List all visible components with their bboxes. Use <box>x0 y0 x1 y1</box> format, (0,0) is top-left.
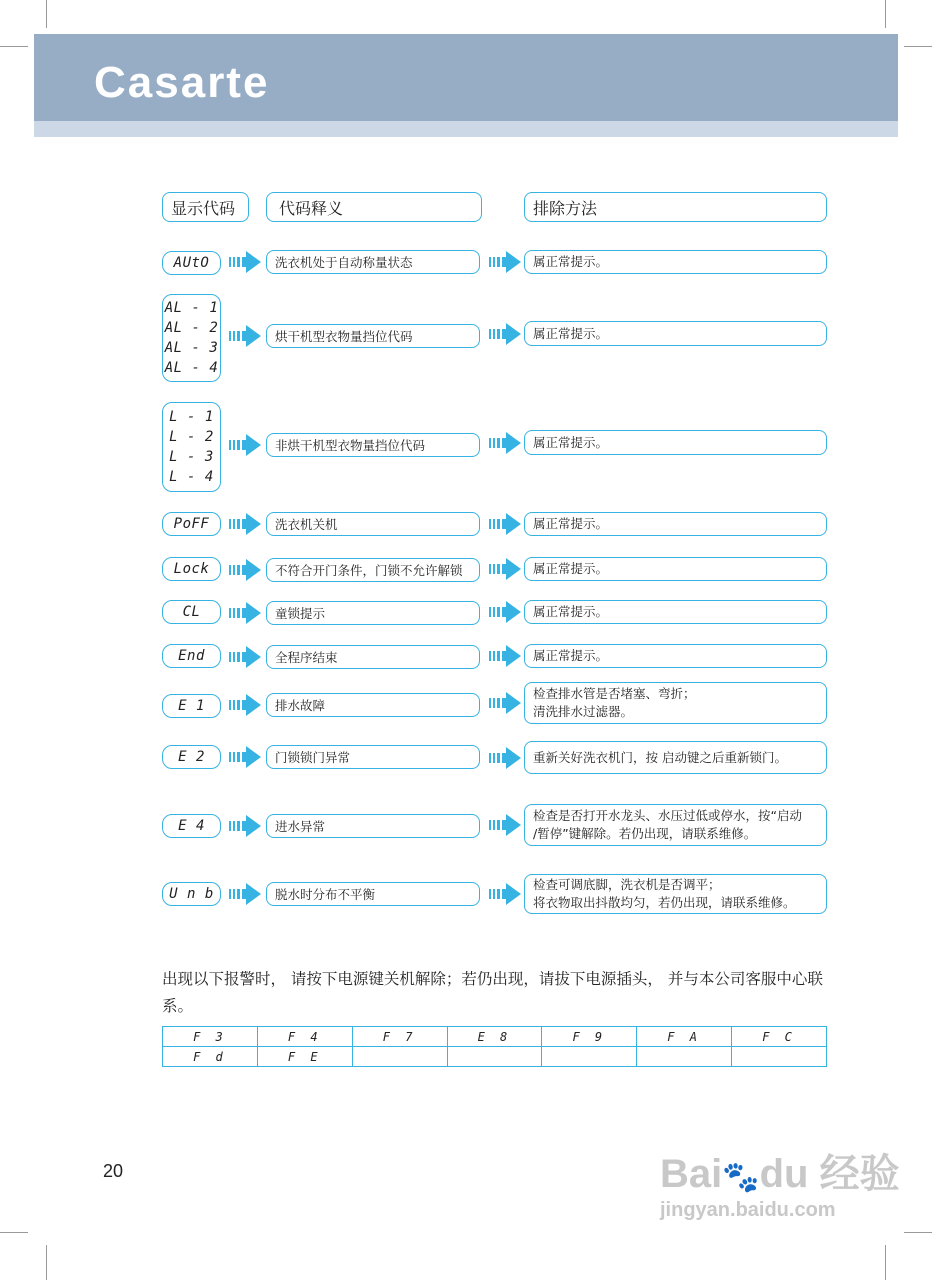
solution <box>524 682 827 724</box>
alarm-code-cell: F 7 <box>352 1027 447 1047</box>
code-meaning: 洗衣机关机 <box>266 512 480 536</box>
code-text: E 1 <box>178 698 205 714</box>
display-code <box>162 557 221 581</box>
alarm-code-cell <box>447 1047 542 1067</box>
crop-mark <box>46 1245 47 1280</box>
alarm-code-cell <box>732 1047 827 1067</box>
code-text: CL <box>182 604 201 620</box>
solution-line: 属正常提示。 <box>533 604 609 619</box>
arrow-right-icon <box>229 513 261 535</box>
arrow-right-icon <box>229 434 261 456</box>
crop-mark <box>904 1232 932 1233</box>
code-text: Lock <box>173 561 210 577</box>
arrow-right-icon <box>489 323 521 345</box>
display-code <box>162 745 221 769</box>
page-number: 20 <box>103 1161 124 1181</box>
code-text: E 2 <box>178 749 205 765</box>
alarm-code-table <box>162 1026 827 1067</box>
column-header-meaning: 代码释义 <box>266 192 482 222</box>
alarm-code-cell: E 8 <box>447 1027 542 1047</box>
alarm-code-cell: F E <box>257 1047 352 1067</box>
watermark-logo: Bai🐾du 经验 jingyan.baidu.com <box>660 1152 900 1221</box>
code-meaning: 排水故障 <box>266 693 480 717</box>
code-text: AUtO <box>173 255 210 271</box>
code-meaning: 脱水时分布不平衡 <box>266 882 480 906</box>
code-text: PoFF <box>173 516 210 532</box>
code-text: AL - 1 <box>164 300 219 316</box>
solution <box>524 644 827 668</box>
arrow-right-icon <box>229 746 261 768</box>
code-meaning: 全程序结束 <box>266 645 480 669</box>
solution-line: 属正常提示。 <box>533 516 609 531</box>
alarm-code-cell: F 9 <box>542 1027 637 1047</box>
solution-line: 属正常提示。 <box>533 254 609 269</box>
alarm-note: 出现以下报警时， 请按下电源键关机解除；若仍出现，请拔下电源插头， 并与本公司客服中心联系。 <box>162 970 823 1015</box>
display-code <box>162 600 221 624</box>
alarm-code-cell: F C <box>732 1027 827 1047</box>
arrow-right-icon <box>489 558 521 580</box>
crop-mark <box>885 0 886 28</box>
column-header-code: 显示代码 <box>162 192 249 222</box>
solution <box>524 804 827 846</box>
display-code <box>162 512 221 536</box>
display-code <box>162 644 221 668</box>
arrow-right-icon <box>229 602 261 624</box>
solution-line: 属正常提示。 <box>533 434 609 450</box>
solution-line: 属正常提示。 <box>533 325 609 341</box>
arrow-right-icon <box>489 883 521 905</box>
alarm-code-cell: F A <box>637 1027 732 1047</box>
header-stripe <box>34 121 898 137</box>
solution-line: 属正常提示。 <box>533 648 609 663</box>
arrow-right-icon <box>229 883 261 905</box>
code-meaning: 洗衣机处于自动称量状态 <box>266 250 480 274</box>
alarm-code-cell: F d <box>163 1047 258 1067</box>
solution-line: 清洗排水过滤器。 <box>533 704 634 719</box>
solution-line: 检查可调底脚，洗衣机是否调平； <box>533 877 721 892</box>
code-text: U n b <box>169 886 214 902</box>
arrow-right-icon <box>489 432 521 454</box>
arrow-right-icon <box>229 325 261 347</box>
column-header-solution: 排除方法 <box>524 192 827 222</box>
arrow-right-icon <box>229 251 261 273</box>
code-text: AL - 3 <box>164 340 219 356</box>
solution <box>524 321 827 346</box>
crop-mark <box>904 46 932 47</box>
code-meaning: 不符合开门条件，门锁不允许解锁 <box>266 558 480 582</box>
arrow-right-icon <box>489 747 521 769</box>
arrow-right-icon <box>229 646 261 668</box>
arrow-right-icon <box>229 694 261 716</box>
arrow-right-icon <box>489 251 521 273</box>
brand-logo: Casarte <box>94 58 270 107</box>
alarm-code-cell <box>637 1047 732 1067</box>
solution <box>524 250 827 274</box>
table-row <box>163 1047 827 1067</box>
code-text: L - 2 <box>169 429 214 445</box>
code-text: AL - 2 <box>164 320 219 336</box>
arrow-right-icon <box>229 815 261 837</box>
crop-mark <box>46 0 47 28</box>
arrow-right-icon <box>489 513 521 535</box>
arrow-right-icon <box>489 645 521 667</box>
solution <box>524 874 827 914</box>
alarm-code-cell <box>352 1047 447 1067</box>
solution-line: 重新关好洗衣机门，按 启动键之后重新锁门。 <box>533 749 787 765</box>
alarm-code-cell <box>542 1047 637 1067</box>
code-meaning: 烘干机型衣物量挡位代码 <box>266 324 480 348</box>
solution-line: 检查排水管是否堵塞、弯折； <box>533 686 696 701</box>
solution <box>524 741 827 774</box>
crop-mark <box>0 1232 28 1233</box>
arrow-right-icon <box>489 692 521 714</box>
solution <box>524 557 827 581</box>
solution <box>524 512 827 536</box>
code-meaning: 门锁锁门异常 <box>266 745 480 769</box>
arrow-right-icon <box>489 601 521 623</box>
display-code <box>162 251 221 275</box>
solution-line: 将衣物取出抖散均匀，若仍出现，请联系维修。 <box>533 895 796 910</box>
display-code <box>162 294 221 382</box>
crop-mark <box>0 46 28 47</box>
code-meaning: 非烘干机型衣物量挡位代码 <box>266 433 480 457</box>
display-code <box>162 882 221 906</box>
code-meaning: 童锁提示 <box>266 601 480 625</box>
solution <box>524 430 827 455</box>
code-text: L - 1 <box>169 409 214 425</box>
arrow-right-icon <box>229 559 261 581</box>
display-code <box>162 694 221 718</box>
solution-line: 检查是否打开水龙头、水压过低或停水，按“启动 <box>533 808 802 823</box>
solution-line: /暂停”键解除。若仍出现，请联系维修。 <box>533 826 757 841</box>
alarm-code-cell: F 4 <box>257 1027 352 1047</box>
code-text: L - 4 <box>169 469 214 485</box>
code-text: E 4 <box>178 818 205 834</box>
table-row <box>163 1027 827 1047</box>
arrow-right-icon <box>489 814 521 836</box>
display-code <box>162 814 221 838</box>
solution-line: 属正常提示。 <box>533 561 609 576</box>
code-text: AL - 4 <box>164 360 219 376</box>
solution <box>524 600 827 624</box>
alarm-code-cell: F 3 <box>163 1027 258 1047</box>
crop-mark <box>885 1245 886 1280</box>
display-code <box>162 402 221 492</box>
code-text: End <box>178 648 205 664</box>
code-meaning: 进水异常 <box>266 814 480 838</box>
code-text: L - 3 <box>169 449 214 465</box>
